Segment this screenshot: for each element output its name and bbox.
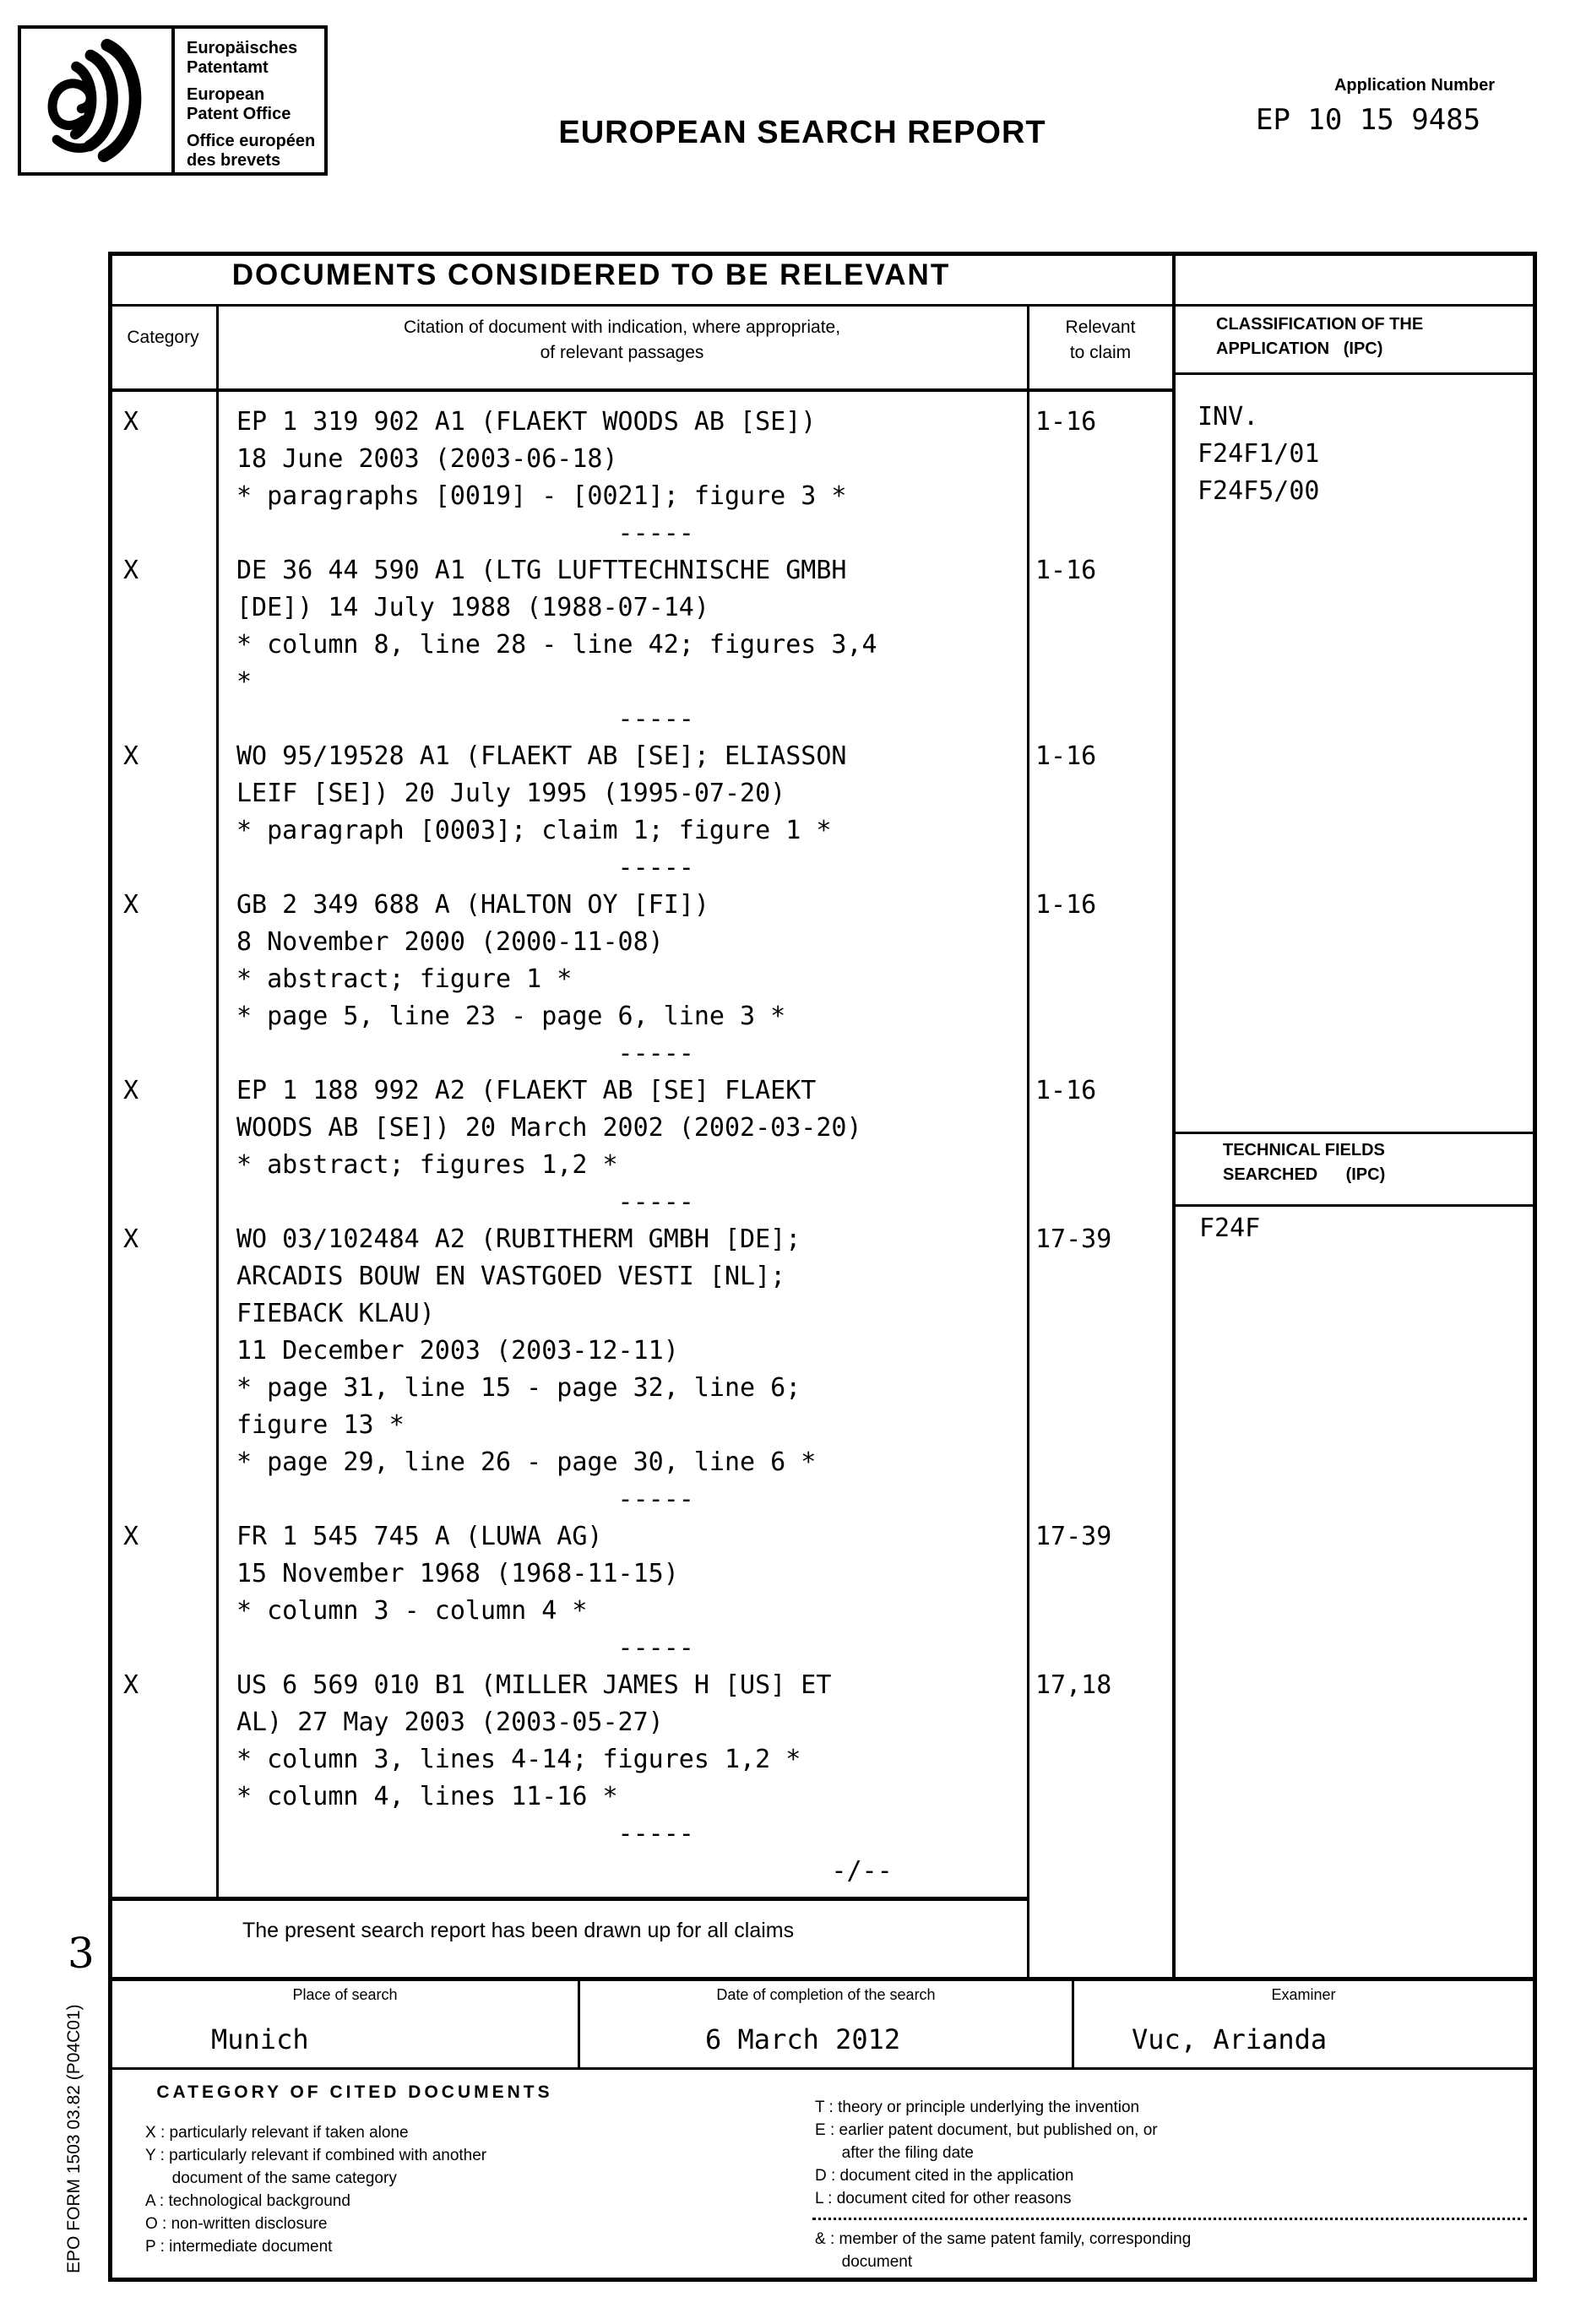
rule-under-docs-title [108, 304, 1537, 307]
place-of-search-label: Place of search [292, 1986, 398, 2003]
office-name: Office européen des brevets [187, 132, 316, 170]
date-of-completion-label: Date of completion of the search [716, 1986, 936, 2003]
report-title: EUROPEAN SEARCH REPORT [558, 115, 1046, 150]
rule-under-column-headers [108, 388, 1176, 392]
table-border-bottom [108, 2278, 1537, 2282]
cited-documents-legend-title: CATEGORY OF CITED DOCUMENTS [156, 2082, 553, 2102]
column-header-relevant-line2: to claim [1069, 343, 1132, 362]
logo-divider [171, 29, 175, 172]
divider-main-classification [1172, 252, 1176, 1980]
epo-logo-box [18, 25, 328, 176]
examiner-label: Examiner [1271, 1986, 1336, 2003]
column-header-classification: CLASSIFICATION OF THE APPLICATION (IPC) [1216, 315, 1424, 358]
epo-logo-icon [40, 39, 158, 162]
column-header-relevant-line1: Relevant [1065, 318, 1136, 337]
cited-documents-legend-family-note: & : member of the same patent family, corresponding document [815, 2230, 1192, 2271]
relevant-claims: 1-16 [1035, 407, 1097, 437]
rule-technical-fields-bottom [1172, 1204, 1537, 1207]
relevant-claims: 17-39 [1035, 1522, 1112, 1551]
table-border-right [1533, 252, 1537, 2282]
date-of-completion-value: 6 March 2012 [705, 2023, 901, 2055]
relevant-claims: 17,18 [1035, 1670, 1112, 1700]
column-header-citation-line1: Citation of document with indication, where appropriate, [403, 318, 841, 337]
divider-category-citation [216, 304, 219, 1900]
relevant-claims: 1-16 [1035, 1076, 1097, 1105]
cited-documents-legend-right: T : theory or principle underlying the invention E : earlier patent document, but published on, or after the filing date D : document cited in the application L : document cited for other reasons [815, 2099, 1158, 2207]
rule-technical-fields-top [1172, 1132, 1537, 1134]
place-of-search-value: Munich [211, 2023, 309, 2055]
application-number-value: EP 10 15 9485 [1256, 103, 1481, 137]
classification-values: INV. F24F1/01 F24F5/00 [1198, 402, 1320, 506]
table-border-left [108, 252, 112, 2282]
divider-citation-relevant [1027, 304, 1029, 1980]
relevant-claims: 1-16 [1035, 890, 1097, 920]
technical-fields-label: TECHNICAL FIELDS SEARCHED (IPC) [1223, 1141, 1386, 1184]
application-number-label: Application Number [1333, 76, 1495, 95]
legend-dotted-rule [812, 2218, 1527, 2220]
relevant-claims: 1-16 [1035, 741, 1097, 771]
epo-form-id: EPO FORM 1503 03.82 (P04C01) [64, 2004, 84, 2273]
category-mark: X [123, 1076, 139, 1105]
column-header-category: Category [127, 328, 199, 347]
epo-office-names [187, 39, 315, 178]
examiner-value: Vuc, Arianda [1132, 2023, 1328, 2055]
page-number: 3 [68, 1929, 95, 1978]
relevant-claims: 1-16 [1035, 556, 1097, 585]
category-mark: X [123, 407, 139, 437]
office-name: European Patent Office [187, 85, 291, 123]
citation-column-text: EP 1 319 902 A1 (FLAEKT WOODS AB [SE]) 18 June 2003 (2003-06-18) * paragraphs [0019] - [0021]; figure 3 * ----- DE 36 44 590 A1 (LTG LUFTTECHNISCHE GMBH [DE]) 14 July 1988 (1988-07-14) * column 8, line 28 - line 42; figures 3,4 * ----- WO 95/19528 A1 (FLAEKT AB [SE]; ELIASSON LEIF [SE]) 20 July 1995 (1995-07-20) * paragraph [0003]; claim 1; figure 1 * ----- GB 2 349 688 A (HALTON OY [FI]) 8 November 2000 (2000-11-08) * abstract; figure 1 * * page 5, line 23 - page 6, line 3 * ----- EP 1 188 992 A2 (FLAEKT AB [SE] FLAEKT WOODS AB [SE]) 20 March 2002 (2002-03-20) * abstract; figures 1,2 * ----- WO 03/102484 A2 (RUBITHERM GMBH [DE]; ARCADIS BOUW EN VASTGOED VESTI [NL]; FIEBACK KLAU) 11 December 2003 (2003-12-11) * page 31, line 15 - page 32, line 6; figure 13 * * page 29, line 26 - page 30, line 6 * ----- FR 1 545 745 A (LUWA AG) 15 November 1968 (1968-11-15) * column 3 - column 4 * ----- US 6 569 010 B1 (MILLER JAMES H [US] ET AL) 27 May 2003 (2003-05-27) * column 3, lines 4-14; figures 1,2 * * column 4, lines 11-16 * ----- -/-- [236, 407, 893, 1886]
rule-search-info-bottom [108, 2067, 1537, 2070]
office-name: Europäisches Patentamt [187, 39, 298, 77]
rule-classification-header-bottom [1172, 372, 1537, 375]
category-mark: X [123, 556, 139, 585]
rule-drawn-up-top [108, 1897, 1029, 1901]
table-border-top [108, 252, 1537, 256]
technical-fields-value: F24F [1199, 1214, 1261, 1243]
column-header-citation-line2: of relevant passages [540, 343, 704, 362]
relevant-claims: 17-39 [1035, 1224, 1112, 1254]
category-mark: X [123, 741, 139, 771]
category-mark: X [123, 890, 139, 920]
category-mark: X [123, 1224, 139, 1254]
cited-documents-legend-left: X : particularly relevant if taken alone Y : particularly relevant if combined with another document of the same category A : technological background O : non-written disclosure P : intermediate document [145, 2124, 487, 2256]
drawn-up-statement: The present search report has been drawn up for all claims [242, 1919, 795, 1942]
rule-search-info-top [108, 1977, 1537, 1981]
documents-table-title: DOCUMENTS CONSIDERED TO BE RELEVANT [231, 258, 951, 291]
category-mark: X [123, 1670, 139, 1700]
category-mark: X [123, 1522, 139, 1551]
